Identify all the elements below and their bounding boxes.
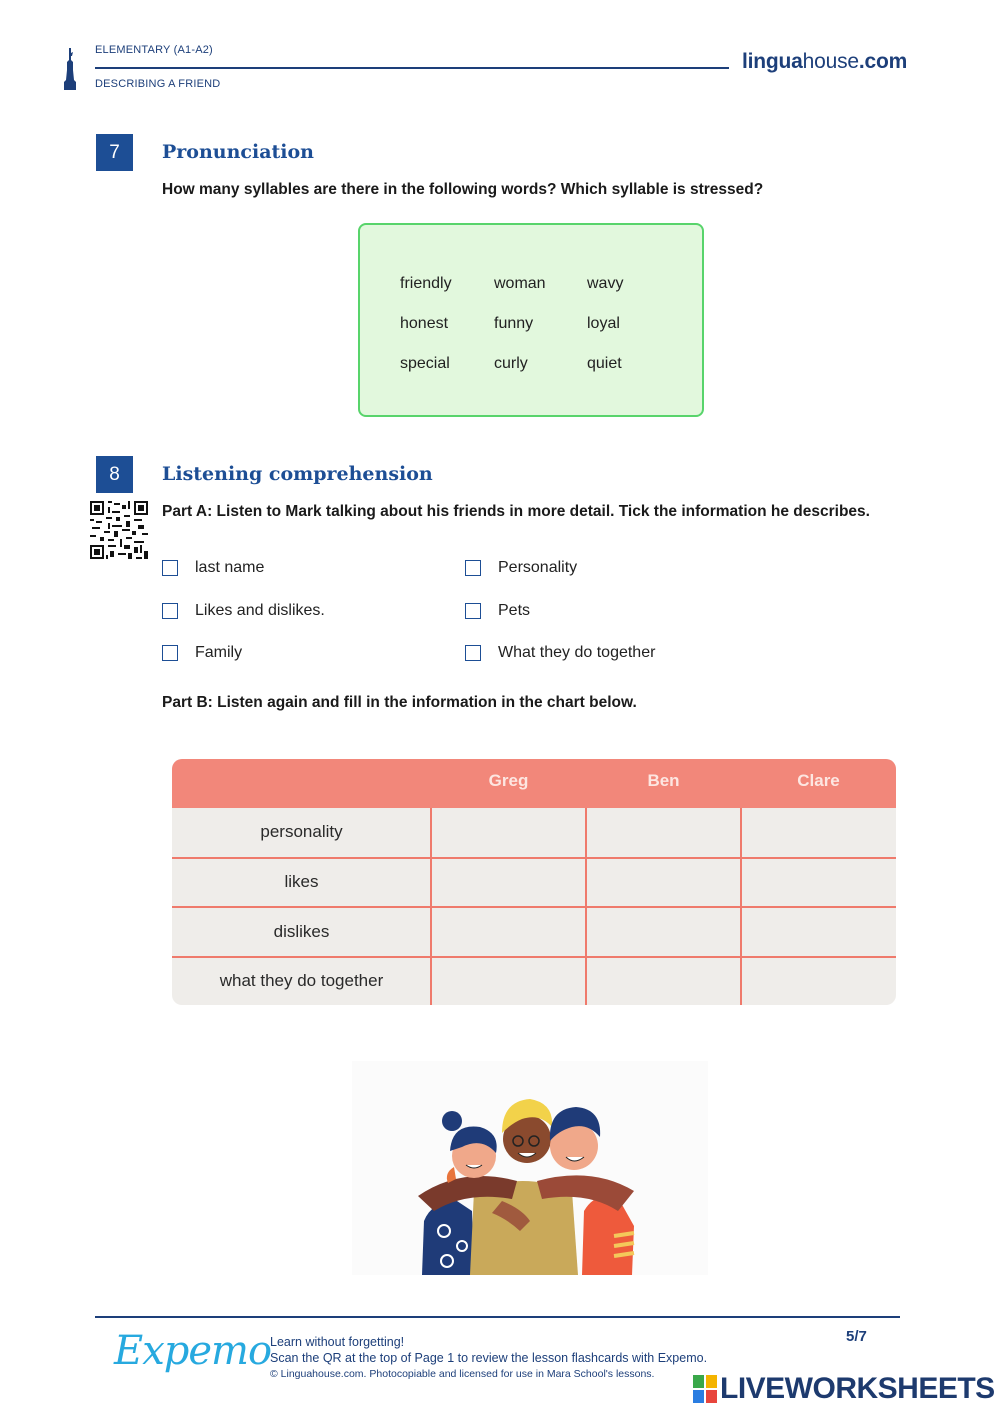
checkbox[interactable] xyxy=(465,560,481,576)
answer-cell[interactable] xyxy=(742,958,896,1005)
statue-of-liberty-icon xyxy=(62,48,78,90)
answer-cell[interactable] xyxy=(432,809,585,857)
answer-cell[interactable] xyxy=(432,859,585,906)
word-item: friendly xyxy=(400,275,452,292)
part-b-instruction: Part B: Listen again and fill in the information in the chart below. xyxy=(162,694,637,711)
checkbox[interactable] xyxy=(465,645,481,661)
word-box xyxy=(358,223,704,417)
answer-cell[interactable] xyxy=(587,908,740,956)
checkbox[interactable] xyxy=(162,603,178,619)
answer-cell[interactable] xyxy=(587,859,740,906)
brand-part-1: lingua xyxy=(742,50,803,73)
checkbox[interactable] xyxy=(465,603,481,619)
answer-cell[interactable] xyxy=(742,809,896,857)
footer-rule xyxy=(95,1316,900,1318)
checklist-label: last name xyxy=(195,559,265,576)
liveworksheets-icon xyxy=(693,1375,717,1403)
topic-label: DESCRIBING A FRIEND xyxy=(95,78,221,90)
answer-cell[interactable] xyxy=(432,908,585,956)
word-item: curly xyxy=(494,355,528,372)
answer-cell[interactable] xyxy=(742,859,896,906)
checklist-item[interactable] xyxy=(465,644,655,662)
qr-code-icon[interactable] xyxy=(90,501,148,559)
section-7-instruction: How many syllables are there in the following words? Which syllable is stressed? xyxy=(162,181,764,198)
section-7-title: Pronunciation xyxy=(162,141,314,163)
checklist-label: What they do together xyxy=(498,644,656,661)
checklist-label: Personality xyxy=(498,559,578,576)
answer-cell[interactable] xyxy=(587,958,740,1005)
row-label-dislikes: dislikes xyxy=(273,922,330,941)
answer-cell[interactable] xyxy=(432,958,585,1005)
word-item: honest xyxy=(400,315,449,332)
answer-cell[interactable] xyxy=(742,908,896,956)
expemo-logo[interactable]: Expemo xyxy=(114,1328,272,1374)
column-header-ben: Ben xyxy=(647,771,680,790)
section-8-number: 8 xyxy=(96,456,133,493)
info-chart xyxy=(172,759,896,1005)
row-label-personality: personality xyxy=(260,822,343,841)
row-label-what-they-do-together: what they do together xyxy=(219,971,384,990)
footer-copyright: © Linguahouse.com. Photocopiable and licensed for use in Mara School's lessons. xyxy=(270,1368,655,1380)
checklist-item[interactable] xyxy=(465,559,577,577)
footer-tagline: Learn without forgetting! xyxy=(270,1335,405,1349)
answer-cell[interactable] xyxy=(587,809,740,857)
column-header-clare: Clare xyxy=(797,771,840,790)
brand-part-3: .com xyxy=(858,50,908,73)
brand-logo[interactable] xyxy=(742,50,907,74)
page-number: 5/7 xyxy=(846,1328,867,1345)
checkbox[interactable] xyxy=(162,645,178,661)
part-a-instruction: Part A: Listen to Mark talking about his friends in more detail. Tick the information he describes. xyxy=(162,503,870,520)
section-7-number: 7 xyxy=(96,134,133,171)
liveworksheets-badge[interactable] xyxy=(693,1372,995,1406)
checklist-item[interactable] xyxy=(162,559,264,577)
word-item: woman xyxy=(494,275,546,292)
word-item: wavy xyxy=(587,275,624,292)
row-label-likes: likes xyxy=(284,872,319,891)
friends-illustration xyxy=(352,1061,708,1275)
word-item: quiet xyxy=(587,355,622,372)
checklist-item[interactable] xyxy=(162,644,242,662)
checklist-label: Likes and dislikes. xyxy=(195,602,325,619)
footer-instruction: Scan the QR at the top of Page 1 to review the lesson flashcards with Expemo. xyxy=(270,1351,708,1365)
checklist-item[interactable] xyxy=(162,602,325,620)
checklist-item[interactable] xyxy=(465,602,530,620)
section-8-title: Listening comprehension xyxy=(162,463,433,485)
word-item: loyal xyxy=(587,315,620,332)
checkbox[interactable] xyxy=(162,560,178,576)
column-header-greg: Greg xyxy=(488,771,529,790)
liveworksheets-text: LIVEWORKSHEETS xyxy=(720,1372,995,1405)
word-item: special xyxy=(400,355,450,372)
checklist-label: Family xyxy=(195,644,243,661)
checklist-label: Pets xyxy=(498,602,531,619)
brand-part-2: house xyxy=(802,50,859,73)
level-label: ELEMENTARY (A1-A2) xyxy=(95,44,213,56)
header-rule xyxy=(95,67,729,69)
word-item: funny xyxy=(494,315,534,332)
